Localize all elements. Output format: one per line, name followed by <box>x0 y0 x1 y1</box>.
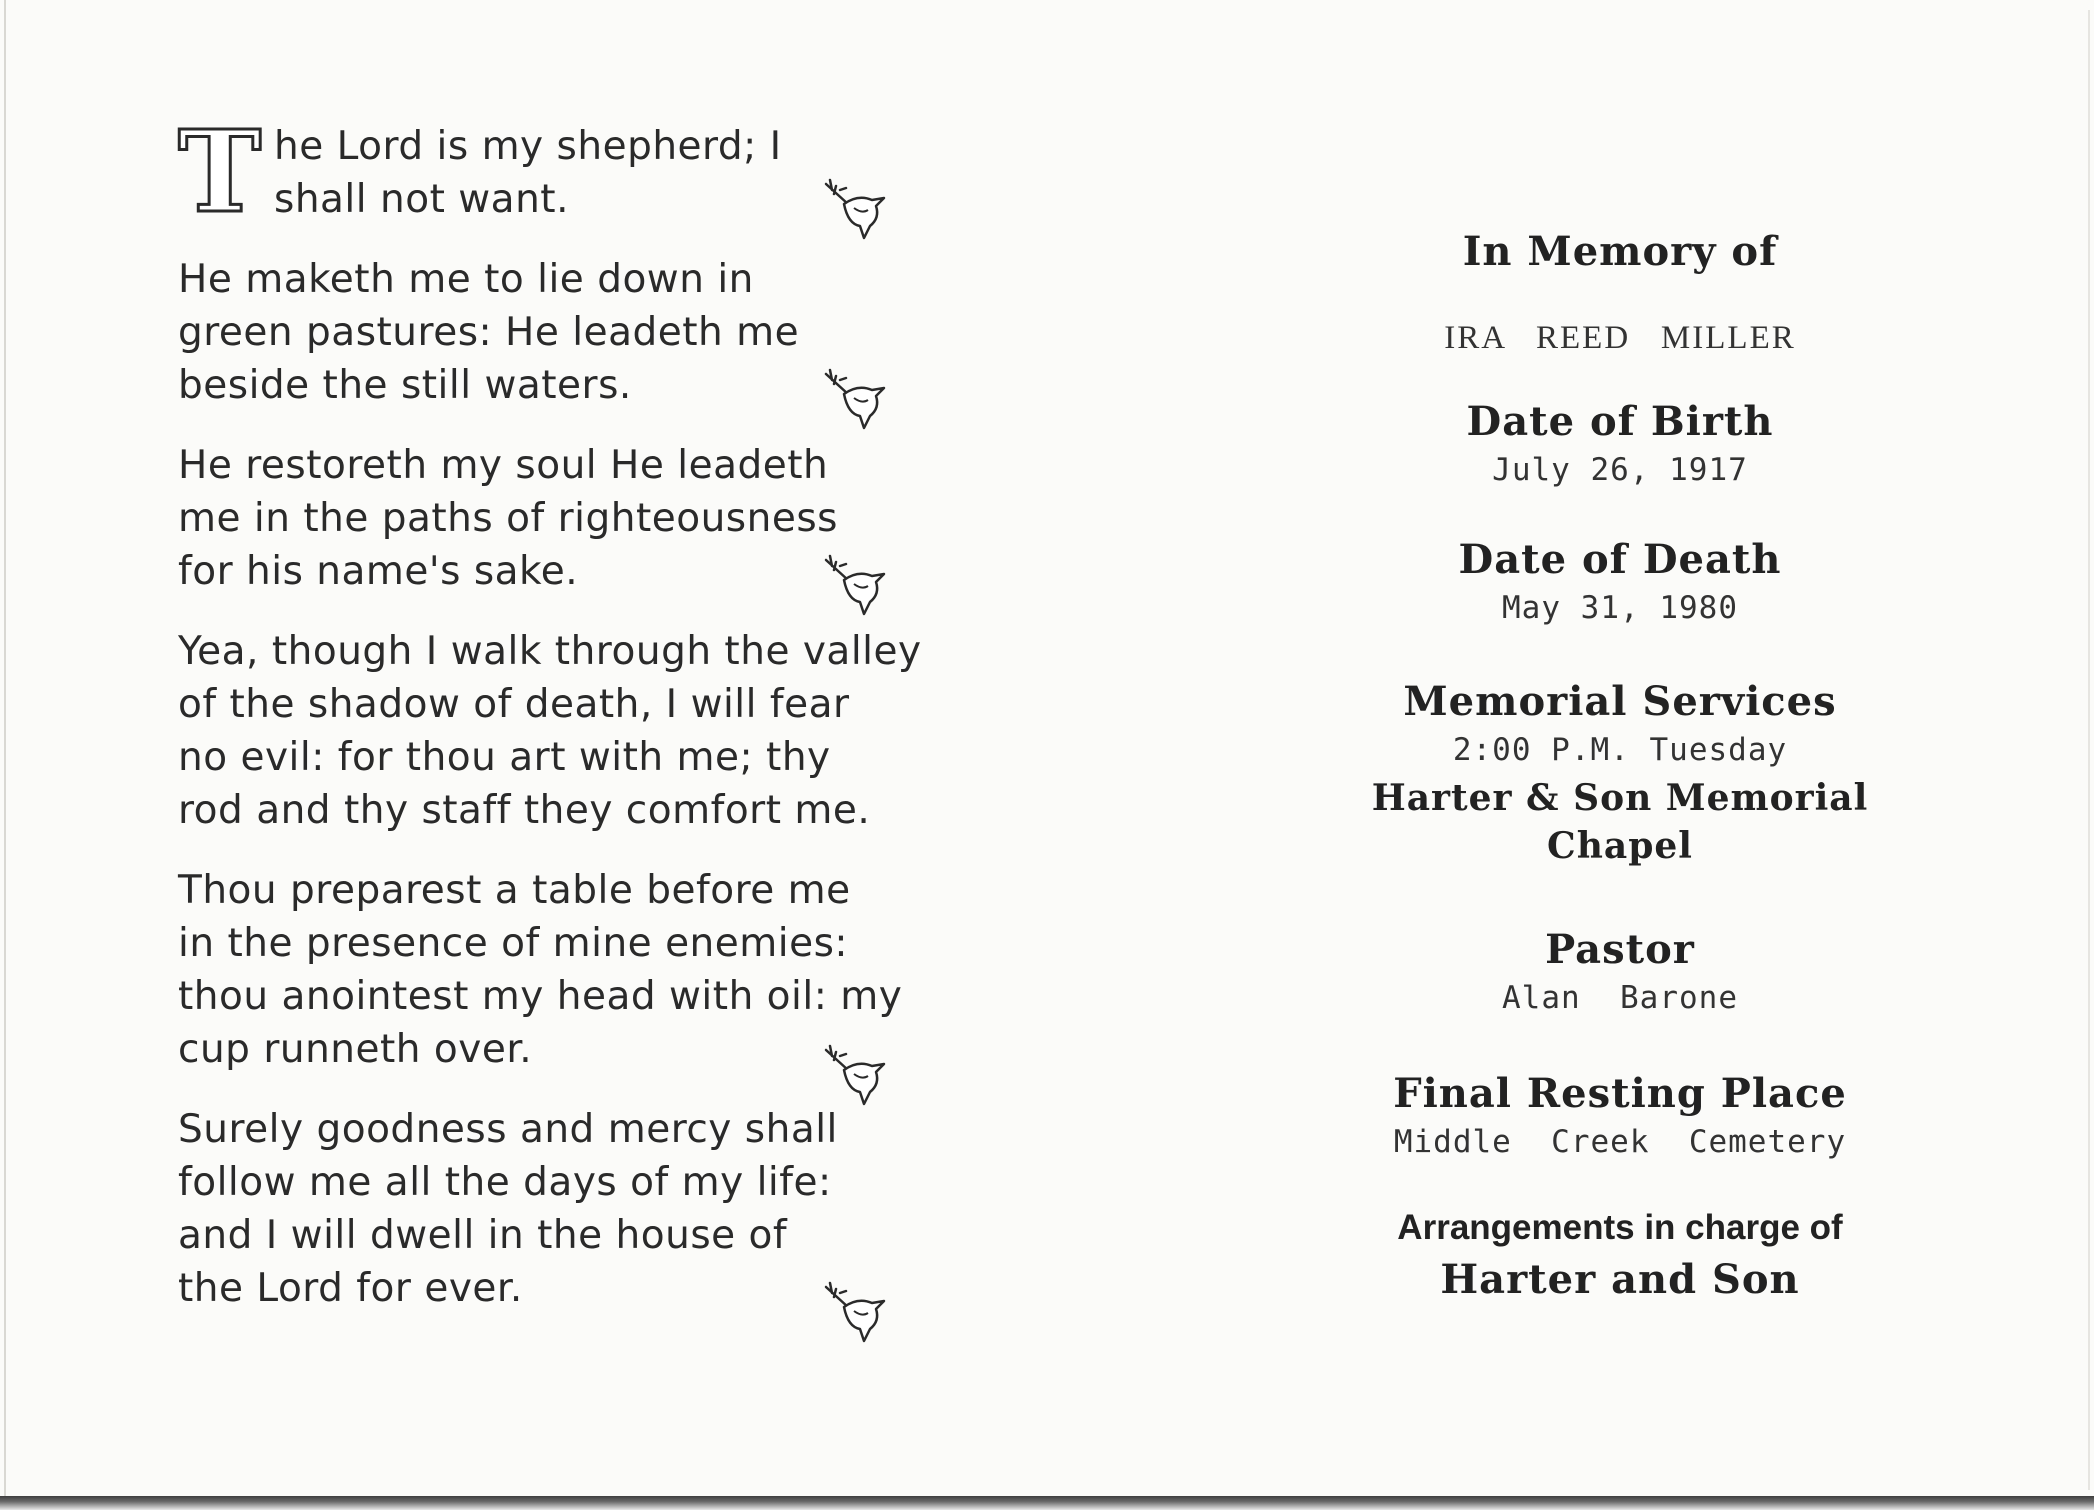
death-date: May 31, 1980 <box>1502 590 1738 626</box>
psalm-line: rod and thy staff they comfort me. <box>178 788 871 833</box>
psalm-stanza <box>178 864 903 1076</box>
services-label: Memorial Services <box>1403 678 1837 725</box>
dove-olive-branch-icon <box>818 1040 890 1106</box>
psalm-stanza <box>178 1103 898 1315</box>
arrangements-by: Harter and Son <box>1440 1256 1800 1303</box>
dove-olive-branch-icon <box>818 550 890 616</box>
psalm-line: Surely goodness and mercy shall <box>178 1107 838 1152</box>
birth-label: Date of Birth <box>1466 398 1774 445</box>
psalm-line: and I will dwell in the house of <box>178 1213 788 1258</box>
psalm-line: He restoreth my soul He leadeth <box>178 443 829 488</box>
psalm-line: shall not want. <box>274 177 569 222</box>
psalm-stanza <box>178 439 898 598</box>
psalm-line: cup runneth over. <box>178 1027 533 1072</box>
arrangements-label: Arrangements in charge of <box>1397 1208 1843 1247</box>
memorial-panel <box>1300 228 1940 1304</box>
psalm-line: for his name's sake. <box>178 549 579 594</box>
psalm-line: of the shadow of death, I will fear <box>178 682 850 727</box>
psalm-panel <box>178 107 922 1342</box>
psalm-stanza <box>178 253 898 412</box>
psalm-line: green pastures: He leadeth me <box>178 310 800 355</box>
psalm-line: in the presence of mine enemies: <box>178 921 849 966</box>
psalm-line: he Lord is my shepherd; I <box>274 124 782 169</box>
services-place: Harter & Son Memorial Chapel <box>1371 777 1869 867</box>
card-right-edge <box>2088 10 2090 1490</box>
death-label: Date of Death <box>1458 536 1782 583</box>
pastor-name: Alan Barone <box>1502 980 1738 1016</box>
resting-label: Final Resting Place <box>1393 1070 1847 1117</box>
birth-date: July 26, 1917 <box>1492 452 1748 488</box>
resting-place: Middle Creek Cemetery <box>1393 1124 1847 1160</box>
psalm-line: no evil: for thou art with me; thy <box>178 735 831 780</box>
psalm-line: He maketh me to lie down in <box>178 257 754 302</box>
card-bottom-edge <box>0 1496 2094 1510</box>
services-time: 2:00 P.M. Tuesday <box>1452 732 1788 768</box>
dove-olive-branch-icon <box>818 1277 890 1343</box>
card-left-edge <box>4 0 6 1500</box>
psalm-line: beside the still waters. <box>178 363 632 408</box>
dove-olive-branch-icon <box>818 364 890 430</box>
dove-olive-branch-icon <box>818 174 890 240</box>
deceased-name: IRA REED MILLER <box>1444 320 1796 356</box>
psalm-line: me in the paths of righteousness <box>178 496 838 541</box>
drop-cap: T <box>178 107 262 238</box>
psalm-line: the Lord for ever. <box>178 1266 523 1311</box>
psalm-line: Thou preparest a table before me <box>178 868 851 913</box>
psalm-line: Yea, though I walk through the valley <box>178 629 922 674</box>
psalm-line: thou anointest my head with oil: my <box>178 974 903 1019</box>
psalm-stanza <box>178 625 922 837</box>
memorial-heading: In Memory of <box>1462 228 1778 275</box>
psalm-line: follow me all the days of my life: <box>178 1160 832 1205</box>
pastor-label: Pastor <box>1545 926 1695 973</box>
psalm-stanza <box>178 107 898 238</box>
